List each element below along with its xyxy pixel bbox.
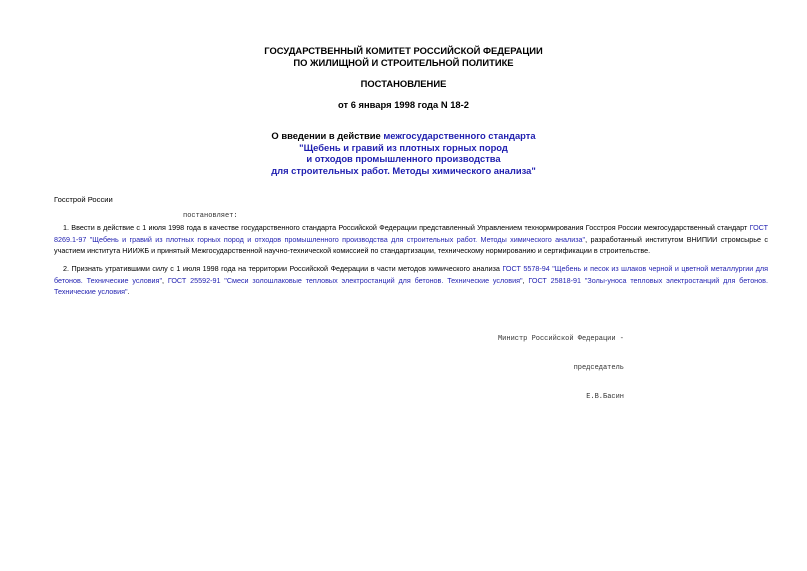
resolves-word: постановляет: — [183, 212, 238, 220]
issuing-organization — [150, 45, 657, 68]
standard-link-title-2[interactable]: "Щебень и гравий из плотных горных пород — [299, 141, 508, 153]
standard-link-title-3[interactable]: и отходов промышленного производства — [306, 153, 501, 164]
paragraph-1-text-b: , разработанный институтом ВНИПИИ стромсырье с участием института НИИЖБ и принятый Межгосударственной научно-технической комиссией по стандартизации, техническому нормированию и сертификации в строительстве. — [54, 234, 768, 256]
standard-link-title-4[interactable]: для строительных работ. Методы химического анализа" — [271, 164, 536, 176]
paragraph-2-separator-1: , — [162, 275, 168, 285]
paragraph-2-text-a: 2. Признать утратившими силу с 1 июля 1998 года на территории Российской Федерации в части методов химического анализа — [63, 264, 503, 273]
paragraph-1-text-a: 1. Ввести в действие с 1 июля 1998 года в качестве государственного стандарта Российской Федерации представленный Управлением технормирования Госстроя России межгосударственный стандарт — [63, 223, 750, 232]
issuer-name: Госстрой России — [54, 195, 113, 204]
gost-8269-link[interactable]: ГОСТ 8269.1-97 "Щебень и гравий из плотных горных пород и отходов промышленного производства для строительных работ. Методы химического анализа" — [54, 223, 768, 244]
signature-title: Министр Российской Федерации - — [497, 334, 624, 343]
signature-name: Е.В.Басин — [586, 393, 624, 402]
organization-line-1: ГОСУДАРСТВЕННЫЙ КОМИТЕТ РОССИЙСКОЙ ФЕДЕРАЦИИ — [264, 45, 543, 56]
paragraph-2-separator-2: , — [522, 275, 529, 285]
subject-prefix: О введении в действие — [271, 130, 384, 141]
paragraph-1 — [54, 222, 768, 257]
subject-line-1 — [150, 130, 657, 142]
organization-line-2: ПО ЖИЛИЩНОЙ И СТРОИТЕЛЬНОЙ ПОЛИТИКЕ — [293, 56, 514, 68]
paragraph-2 — [54, 263, 768, 298]
signature-block — [460, 315, 624, 423]
document-subject — [150, 130, 657, 176]
document-type: ПОСТАНОВЛЕНИЕ — [360, 78, 447, 89]
gost-25818-link[interactable]: ГОСТ 25818-91 "Золы-уноса тепловых электростанций для бетонов. Технические условия" — [54, 275, 768, 297]
document-date-number: от 6 января 1998 года N 18-2 — [338, 99, 469, 110]
paragraph-2-text-b: . — [127, 287, 130, 297]
signature-position: председатель — [573, 363, 624, 372]
gost-25592-link[interactable]: ГОСТ 25592-91 "Смеси золошлаковые тепловых электростанций для бетонов. Технические условия" — [167, 275, 523, 285]
gost-5578-link[interactable]: ГОСТ 5578-94 "Щебень и песок из шлаков черной и цветной металлургии для бетонов. Технические условия" — [54, 264, 769, 285]
standard-link-title-1[interactable]: межгосударственного стандарта — [383, 130, 536, 141]
